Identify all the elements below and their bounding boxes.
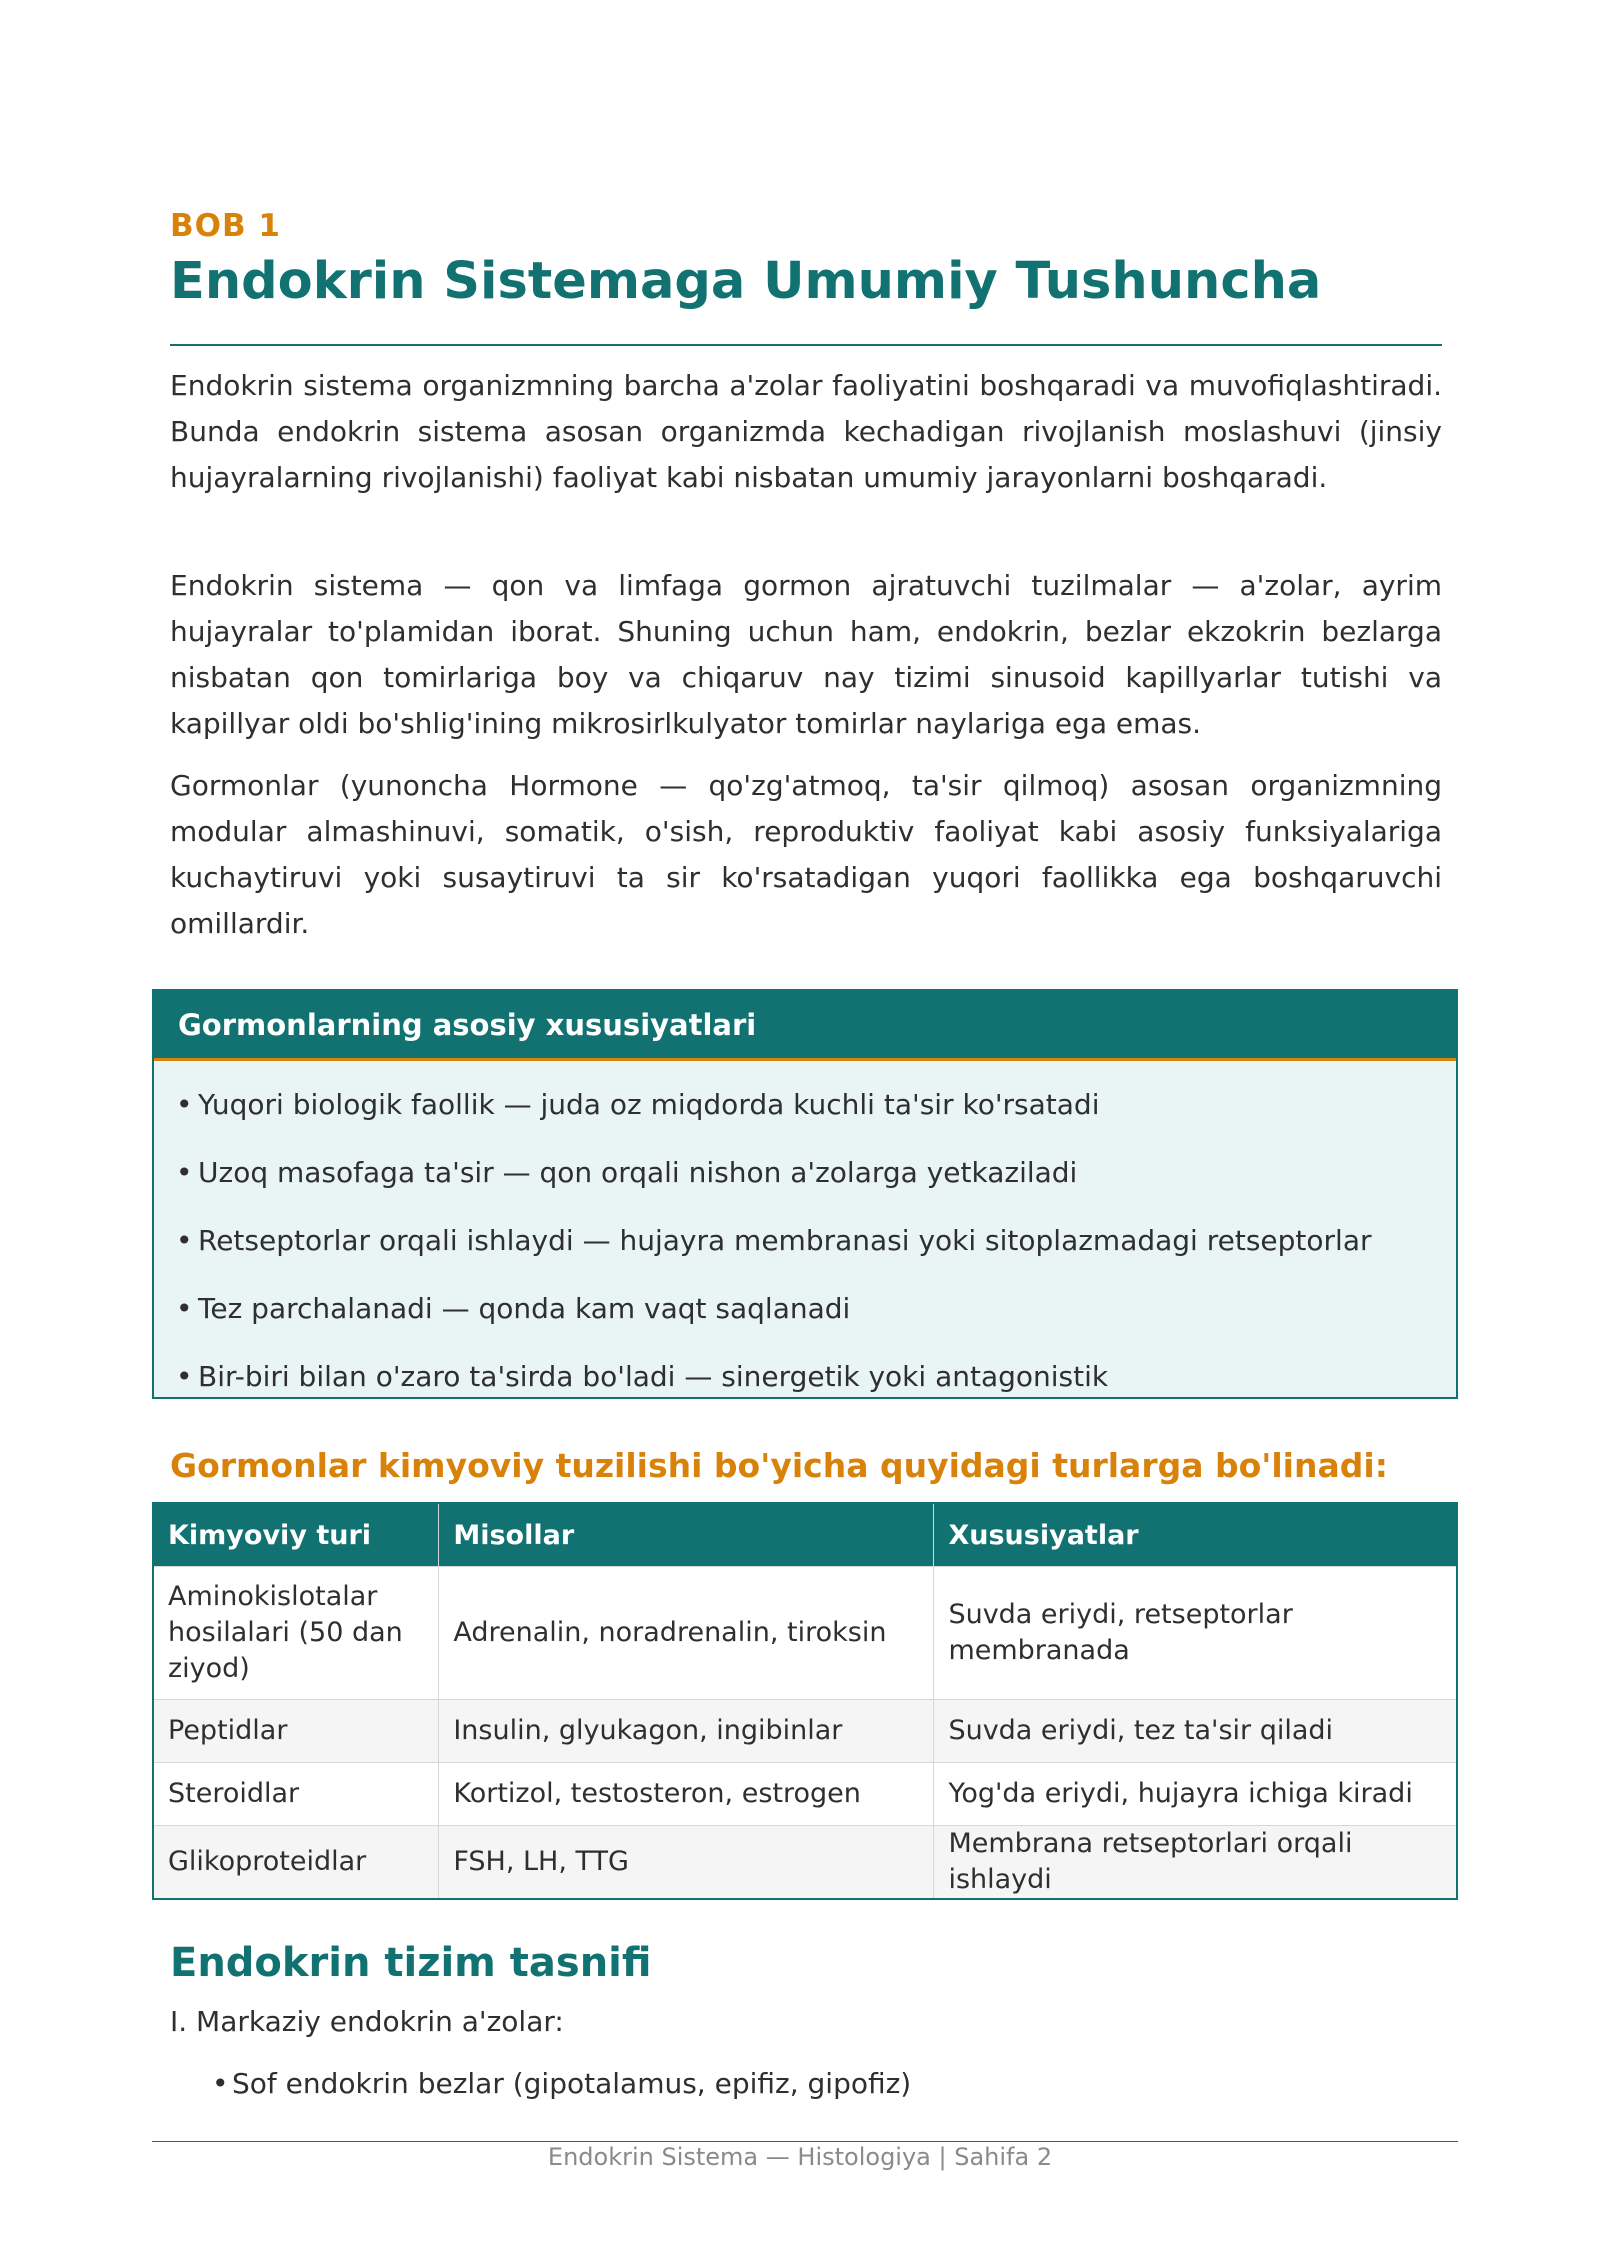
footer-divider — [152, 2141, 1458, 2142]
table-cell: Kortizol, testosteron, estrogen — [439, 1763, 934, 1826]
table-row — [153, 1826, 1457, 1900]
table-cell: Suvda eriydi, tez ta'sir qiladi — [934, 1700, 1457, 1763]
table-cell: Glikoproteidlar — [153, 1826, 439, 1900]
bullet-icon: • — [212, 2067, 229, 2100]
hormone-types-table — [152, 1502, 1458, 1900]
column-header: Xususiyatlar — [934, 1503, 1457, 1567]
column-header: Kimyoviy turi — [153, 1503, 439, 1567]
list-item-text: Yuqori biologik faollik — juda oz miqdorda kuchli ta'sir ko'rsatadi — [198, 1088, 1100, 1121]
list-item — [176, 1071, 1456, 1139]
table-cell: Yog'da eriydi, hujayra ichiga kiradi — [934, 1763, 1457, 1826]
list-item-text: Uzoq masofaga ta'sir — qon orqali nishon a'zolarga yetkaziladi — [198, 1156, 1078, 1189]
table-heading: Gormonlar kimyoviy tuzilishi bo'yicha quyidagi turlarga bo'linadi: — [170, 1446, 1388, 1485]
table-cell: Suvda eriydi, retseptorlar membranada — [934, 1567, 1457, 1700]
body-paragraph: Endokrin sistema — qon va limfaga gormon ajratuvchi tuzilmalar — a'zolar, ayrim hujayralar to'plamidan iborat. Shuning uchun ham, endokrin, bezlar ekzokrin bezlarga nisbatan qon tomirlariga boy va chiqaruv nay tizimi sinusoid kapillyarlar tutishi va kapillyar oldi bo'shlig'ining mikrosirlkulyator tomirlar naylariga ega emas. — [170, 569, 1442, 740]
body-paragraph: Gormonlar (yunoncha Hormone — qo'zg'atmoq, ta'sir qilmoq) asosan organizmning modular almashinuvi, somatik, o'sish, reproduktiv faoliyat kabi asosiy funksiyalariga kuchaytiruvi yoki susaytiruvi ta sir ko'rsatadigan yuqori faollikka ega boshqaruvchi omillardir. — [170, 769, 1442, 940]
info-box-list — [154, 1061, 1456, 1411]
bullet-icon: • — [176, 1360, 193, 1393]
table-cell: Membrana retseptorlari orqali ishlaydi — [934, 1826, 1457, 1900]
bullet-icon: • — [176, 1224, 193, 1257]
list-item-text: Bir-biri bilan o'zaro ta'sirda bo'ladi — sinergetik yoki antagonistik — [198, 1360, 1109, 1393]
page-footer: Endokrin Sistema — Histologiya | Sahifa 2 — [547, 2143, 1053, 2171]
table-cell: Peptidlar — [153, 1700, 439, 1763]
list-item-text: Retseptorlar orqali ishlaydi — hujayra membranasi yoki sitoplazmadagi retseptorlar — [198, 1224, 1372, 1257]
bullet-icon: • — [176, 1156, 193, 1189]
table-cell: FSH, LH, TTG — [439, 1826, 934, 1900]
table-row — [153, 1567, 1457, 1700]
body-paragraph: Endokrin sistema organizmning barcha a'zolar faoliyatini boshqaradi va muvofiqlashtiradi. Bunda endokrin sistema asosan organizmda kechadigan rivojlanish moslashuvi (jinsiy hujayralarning rivojlanishi) faoliyat kabi nisbatan umumiy jarayonlarni boshqaradi. — [170, 369, 1442, 494]
list-item-text: Sof endokrin bezlar (gipotalamus, epifiz, gipofiz) — [232, 2067, 912, 2100]
table-row — [153, 1763, 1457, 1826]
chapter-title: Endokrin Sistemaga Umumiy Tushuncha — [170, 252, 1322, 311]
list-item-text: Tez parchalanadi — qonda kam vaqt saqlanadi — [198, 1292, 851, 1325]
list-item — [176, 1343, 1456, 1411]
hormone-properties-box — [152, 989, 1458, 1399]
column-header: Misollar — [439, 1503, 934, 1567]
table-cell: Aminokislotalar hosilalari (50 dan ziyod) — [153, 1567, 439, 1700]
table-cell: Steroidlar — [153, 1763, 439, 1826]
table-cell: Insulin, glyukagon, ingibinlar — [439, 1700, 934, 1763]
info-box-title: Gormonlarning asosiy xususiyatlari — [154, 991, 1456, 1061]
section-title: Endokrin tizim tasnifi — [170, 1940, 652, 1986]
list-item — [176, 1139, 1456, 1207]
list-item — [176, 1207, 1456, 1275]
bullet-icon: • — [176, 1292, 193, 1325]
table-cell: Adrenalin, noradrenalin, tiroksin — [439, 1567, 934, 1700]
list-item — [212, 2067, 911, 2100]
chapter-label: BOB 1 — [170, 208, 281, 244]
bullet-icon: • — [176, 1088, 193, 1121]
table-row — [153, 1700, 1457, 1763]
table-header-row — [153, 1503, 1457, 1567]
section-subheading: I. Markaziy endokrin a'zolar: — [170, 2005, 564, 2038]
title-divider — [170, 344, 1442, 346]
list-item — [176, 1275, 1456, 1343]
